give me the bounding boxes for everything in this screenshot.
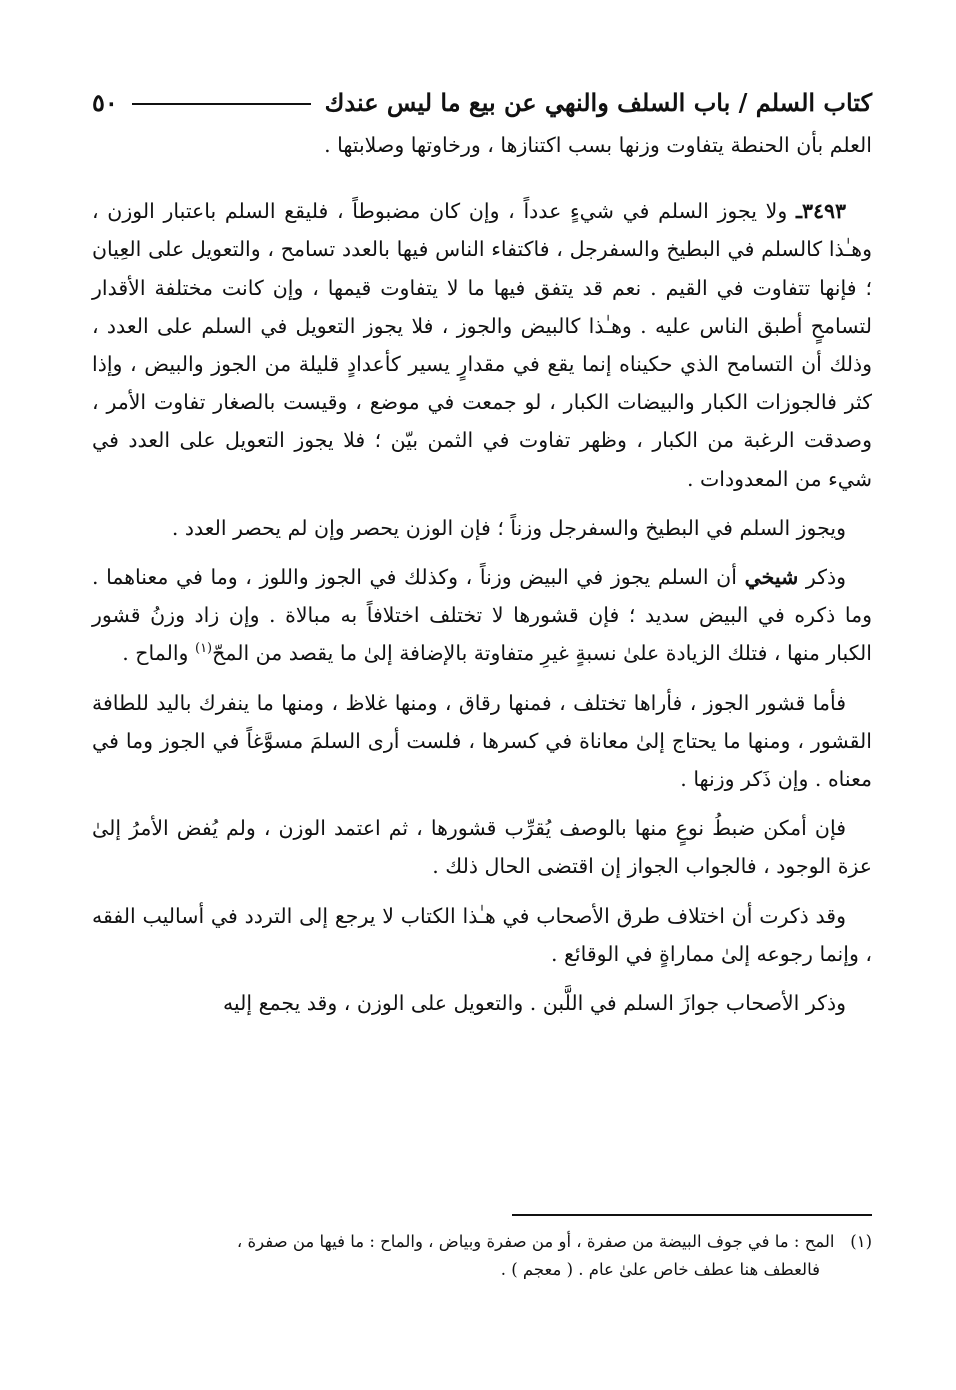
paragraph: وذكر الأصحاب جوازَ السلم في اللَّبن . والتعويل على الوزن ، وقد يجمع إليه	[222, 991, 846, 1016]
paragraph-shaykh	[92, 558, 872, 673]
page-number: ٥٠	[92, 87, 118, 117]
paragraph-text: ولا يجوز السلم في شيءٍ عدداً ، وإن كان مضبوطاً ، فليقع السلم باعتبار الوزن ، وهـٰذا كالسلم في البطيخ والسفرجل ، فاكتفاء الناس فيها بالعدد تسامح ، والتعويل على العِيان ؛ فإنها تتفاوت في القيم . نعم قد يتفق فيها ما لا يتفاوت قيمها ، وإن كانت مختلفة الأقدار لتسامحٍ أطبق الناس عليه . وهـٰذا كالبيض والجوز ، فلا يجوز التعويل في السلم على العدد ، وذلك أن التسامح الذي حكيناه إنما يقع في مقدارٍ يسير كأعدادٍ قليلة من الجوز والبيض ، وإذا كثر فالجوزات الكبار والبيضات الكبار ، لو جمعت في موضع ، وقيست بالصغار تفاوت الأمر ، وصدقت الرغبة من الكبار ، وظهر تفاوت في الثمن بيّن ؛ فلا يجوز التعويل على العدد في شيء من المعدودات .	[92, 199, 872, 491]
paragraph: ويجوز السلم في البطيخ والسفرجل وزناً ؛ فإن الوزن يحصر وإن لم يحصر العدد .	[171, 515, 846, 540]
footnote	[92, 1228, 872, 1284]
footnote-marker: (١)	[850, 1232, 872, 1251]
bold-term: شيخي	[744, 565, 799, 590]
footnote-reference[interactable]: (١)	[194, 641, 213, 657]
footnote-text: المح : ما في جوف البيضة من صفرة ، أو من صفرة وبياض ، والماح : ما فيها من صفرة ،	[236, 1232, 835, 1251]
footnote-separator	[512, 1214, 872, 1216]
book-page	[92, 78, 872, 1308]
paragraph-text-end: والماح .	[122, 641, 189, 666]
page-body	[92, 126, 872, 1033]
footnote-line-1	[92, 1228, 872, 1256]
paragraph: وقد ذكرت أن اختلاف طرق الأصحاب في هـٰذا الكتاب لا يرجع إلى التردد في أساليب الفقه ، وإنما رجوعه إلىٰ مماراةٍ في الوقائع .	[92, 903, 872, 966]
page-header	[92, 84, 872, 120]
paragraph-text: أن السلم يجوز في البيض وزناً ، وكذلك في الجوز واللوز ، وما في معناهما . وما ذكره في البيض سديد ؛ فإن قشورها لا تختلف اختلافاً به مبالاة . وإن زاد وزنُ قشور الكبار منها ، فتلك الزيادة علىٰ نسبةٍ غيرِ متفاوتة بالإضافة إلىٰ ما يقصد من المحّ	[92, 565, 872, 666]
paragraph: فأما قشور الجوز ، فأراها تختلف ، فمنها رقاق ، ومنها غلاظ ، ومنها ما ينفرك باليد للطافة القشور ، ومنها ما يحتاج إلىٰ معاناة في كسرها ، فلست أرى السلمَ مسوَّغاً في الجوز وما في معناه . وإن ذَكر وزنها .	[92, 690, 872, 792]
running-title: كتاب السلم / باب السلف والنهي عن بيع ما ليس عندك	[324, 87, 872, 117]
paragraph-text-start: وذكر	[805, 565, 846, 590]
paragraph: فإن أمكن ضبطُ نوعٍ منها بالوصف يُقرِّب قشورها ، ثم اعتمد الوزن ، ولم يُفض الأمرُ إلىٰ عزة الوجود ، فالجواب الجواز إن اقتضى الحال ذلك .	[92, 816, 872, 879]
paragraph-3493	[92, 192, 872, 498]
footnote-line-2: فالعطف هنا عطف خاص علىٰ عام . ( معجم ) .	[500, 1260, 820, 1279]
header-rule	[132, 103, 311, 105]
paragraph-continuation: العلم بأن الحنطة يتفاوت وزنها بسب اكتنازها ، ورخاوتها وصلابتها .	[324, 133, 872, 157]
paragraph-number: ٣٤٩٣ـ	[795, 199, 846, 224]
